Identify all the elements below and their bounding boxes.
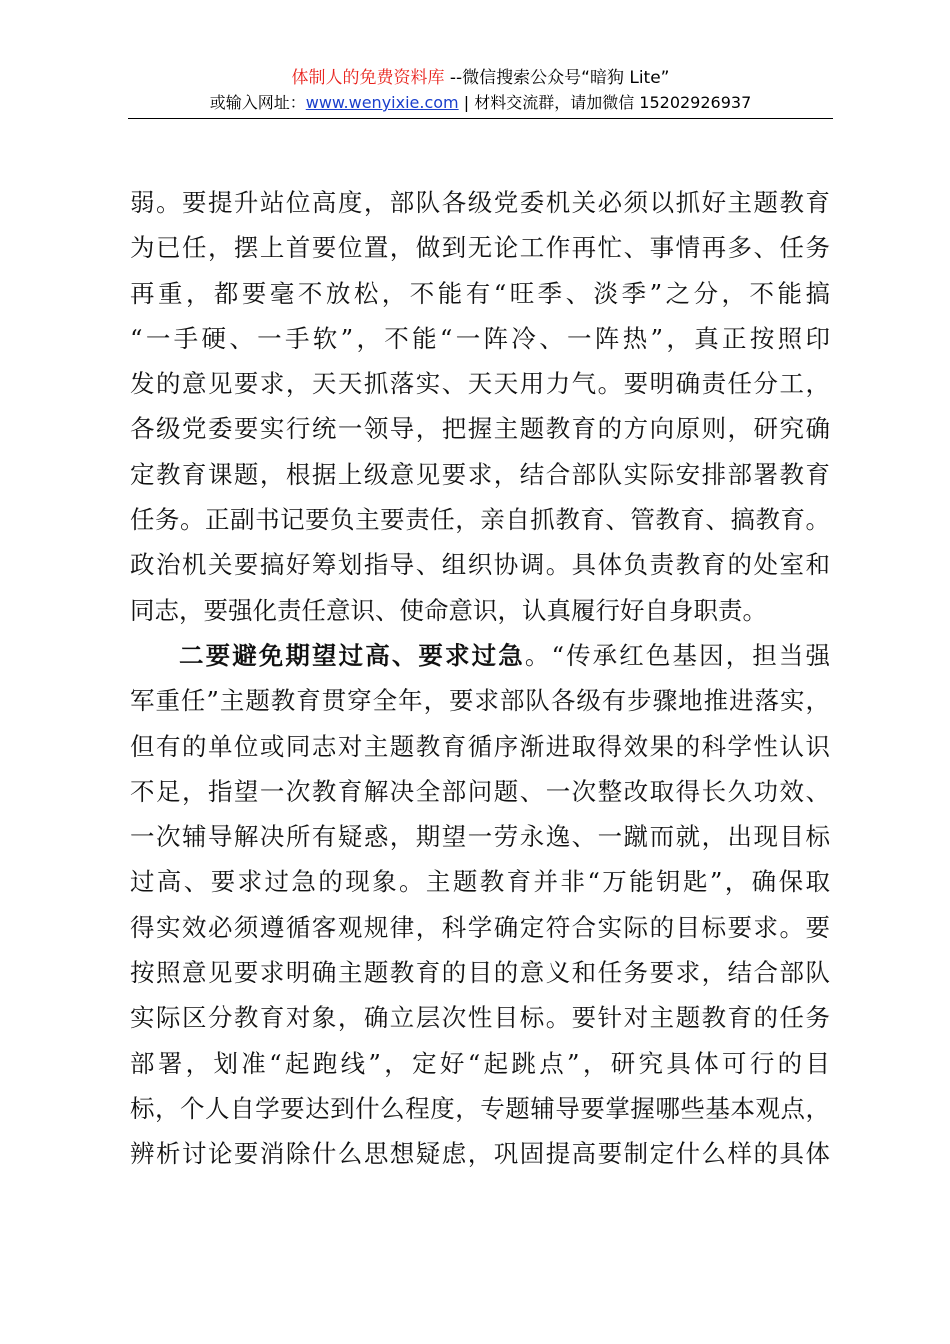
- text-line: 过高、要求过急的现象。主题教育并非“万能钥匙”，确保取: [130, 867, 830, 897]
- text-line: 弱。要提升站位高度，部队各级党委机关必须以抓好主题教育: [130, 188, 830, 217]
- header-url-prefix: 或输入网址：: [209, 93, 306, 112]
- text-line: 为已任，摆上首要位置，做到无论工作再忙、事情再多、任务: [130, 233, 830, 263]
- text-line: 标，个人自学要达到什么程度，专题辅导要掌握哪些基本观点，: [130, 1093, 830, 1123]
- text-line: 发的意见要求，天天抓落实、天天用力气。要明确责任分工，: [130, 369, 830, 399]
- header-url-link[interactable]: www.wenyixie.com: [305, 93, 459, 112]
- paragraph-heading: 二要避免期望过高、要求过急: [179, 640, 525, 670]
- text-line: 实际区分教育对象，确立层次性目标。要针对主题教育的任务: [130, 1003, 830, 1033]
- header-brand-suffix: --微信搜索公众号“暗狗 Lite”: [444, 68, 670, 88]
- document-body: [130, 180, 830, 1177]
- text-line: 再重，都要毫不放松，不能有“旺季、淡季”之分，不能搞: [130, 278, 830, 308]
- text-line: 部署，划准“起跑线”，定好“起跳点”，研究具体可行的目: [130, 1048, 830, 1078]
- text-line: 按照意见要求明确主题教育的目的意义和任务要求，结合部队: [130, 958, 830, 988]
- paragraph-heading-rest: 。“传承红色基因，担当强: [524, 640, 830, 670]
- paragraph-2: [130, 633, 830, 1177]
- text-line: 军重任”主题教育贯穿全年，要求部队各级有步骤地推进落实，: [130, 686, 830, 716]
- paragraph-2-first-line: [130, 633, 830, 678]
- text-line: 定教育课题，根据上级意见要求，结合部队实际安排部署教育: [130, 459, 830, 489]
- text-line: “一手硬、一手软”，不能“一阵冷、一阵热”，真正按照印: [130, 323, 830, 353]
- header-divider: [128, 118, 833, 119]
- header-contact-line: [128, 92, 833, 114]
- text-line: 辨析讨论要消除什么思想疑虑，巩固提高要制定什么样的具体: [130, 1139, 830, 1169]
- paragraph-1: [130, 180, 830, 633]
- header-banner: [128, 66, 833, 90]
- text-line: 不足，指望一次教育解决全部问题、一次整改取得长久功效、: [130, 776, 830, 806]
- text-line: 各级党委要实行统一领导，把握主题教育的方向原则，研究确: [130, 414, 830, 444]
- text-line: 任务。正副书记要负主要责任，亲自抓教育、管教育、搞教育。: [130, 505, 830, 535]
- header-brand: 体制人的免费资料库: [291, 68, 445, 88]
- text-line: 同志，要强化责任意识、使命意识，认真履行好自身职责。: [130, 595, 767, 625]
- header-contact: | 材料交流群，请加微信 15202926937: [458, 93, 752, 112]
- text-line: 但有的单位或同志对主题教育循序渐进取得效果的科学性认识: [130, 731, 830, 761]
- page-header: [128, 66, 833, 114]
- text-line: 政治机关要搞好筹划指导、组织协调。具体负责教育的处室和: [130, 550, 830, 580]
- text-line: 一次辅导解决所有疑惑，期望一劳永逸、一蹴而就，出现目标: [130, 822, 830, 852]
- text-line: 得实效必须遵循客观规律，科学确定符合实际的目标要求。要: [130, 912, 830, 942]
